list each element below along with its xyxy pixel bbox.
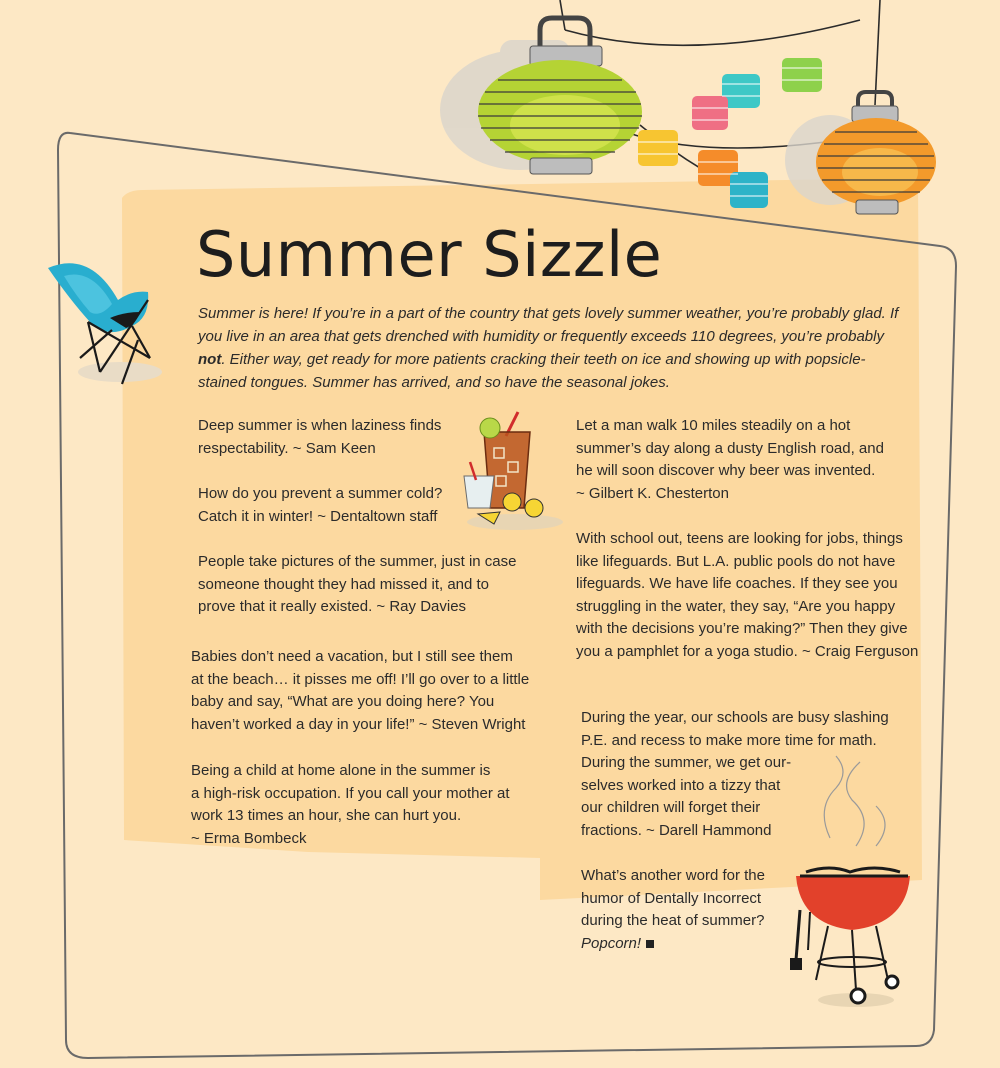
- intro-part-2: . Either way, get ready for more patients cracking their teeth on ice and showing up with popsicle-stained tongues. Summer has arrived, and so have the seasonal jokes.: [198, 351, 866, 391]
- quote-line: Being a child at home alone in the summer is: [191, 762, 491, 779]
- article-title: Summer Sizzle: [196, 218, 663, 291]
- quote-line: People take pictures of the summer, just in case: [198, 553, 517, 570]
- intro-part-1: Summer is here! If you’re in a part of the country that gets lovely summer weather, you’re probably glad. If you live in an area that gets drenched with humidity or frequently exceeds 110 degrees, you’re probably: [198, 305, 899, 345]
- quote-line: P.E. and recess to make more time for math.: [581, 731, 877, 749]
- quote-line: he will soon discover why beer was invented.: [576, 462, 876, 480]
- quote-line: baby and say, “What are you doing here? You: [191, 693, 495, 711]
- quote-line: lifeguards. We have life coaches. If they see you: [576, 575, 898, 593]
- quote-block: [191, 760, 510, 850]
- quote-line: summer’s day along a dusty English road, and: [576, 439, 884, 457]
- quote-line: fractions. ~ Darell Hammond: [581, 821, 772, 839]
- quote-block: [191, 646, 529, 736]
- intro-bold: not: [198, 351, 222, 368]
- quote-block: [198, 483, 442, 528]
- quote-line: at the beach… it pisses me off! I’ll go over to a little: [191, 670, 530, 688]
- quote-line: haven’t worked a day in your life!” ~ Steven Wright: [191, 715, 526, 733]
- quote-line: during the heat of summer?: [581, 912, 765, 930]
- quote-line: ~ Erma Bombeck: [191, 829, 307, 847]
- article-intro: [198, 302, 910, 394]
- quote-line: Let a man walk 10 miles steadily on a hot: [576, 417, 851, 434]
- quote-line: respectability. ~ Sam Keen: [198, 439, 376, 457]
- quote-line: What’s another word for the: [581, 867, 765, 884]
- quote-line: [581, 933, 765, 956]
- quote-line: selves worked into a tizzy that: [581, 776, 781, 794]
- quote-block: [576, 528, 918, 664]
- quote-line: During the summer, we get our-: [581, 754, 792, 772]
- quote-line: work 13 times an hour, she can hurt you.: [191, 807, 462, 825]
- quote-line: Babies don’t need a vacation, but I still see them: [191, 648, 513, 665]
- quote-block: [581, 707, 889, 843]
- quote-block: [198, 551, 517, 619]
- end-mark-icon: [646, 940, 654, 948]
- quote-line: Deep summer is when laziness finds: [198, 417, 442, 434]
- quote-line: someone thought they had missed it, and to: [198, 575, 490, 593]
- quote-line: struggling in the water, they say, “Are you happy: [576, 597, 896, 615]
- quote-block: [581, 865, 765, 955]
- punchline: Popcorn!: [581, 934, 642, 952]
- quote-line: with the decisions you’re making?” Then they give: [576, 620, 908, 638]
- quote-line: Catch it in winter! ~ Dentaltown staff: [198, 507, 438, 525]
- quote-line: With school out, teens are looking for jobs, things: [576, 530, 903, 547]
- quote-line: How do you prevent a summer cold?: [198, 485, 443, 502]
- quote-line: ~ Gilbert K. Chesterton: [576, 484, 729, 502]
- quote-line: During the year, our schools are busy slashing: [581, 709, 889, 726]
- quote-line: our children will forget their: [581, 799, 761, 817]
- quote-line: a high-risk occupation. If you call your mother at: [191, 784, 510, 802]
- quote-line: prove that it really existed. ~ Ray Davies: [198, 598, 467, 616]
- quote-block: [198, 415, 441, 460]
- quote-line: you a pamphlet for a yoga studio. ~ Craig Ferguson: [576, 642, 919, 660]
- quote-line: like lifeguards. But L.A. public pools do not have: [576, 552, 896, 570]
- quote-block: [576, 415, 884, 505]
- quote-line: humor of Dentally Incorrect: [581, 889, 762, 907]
